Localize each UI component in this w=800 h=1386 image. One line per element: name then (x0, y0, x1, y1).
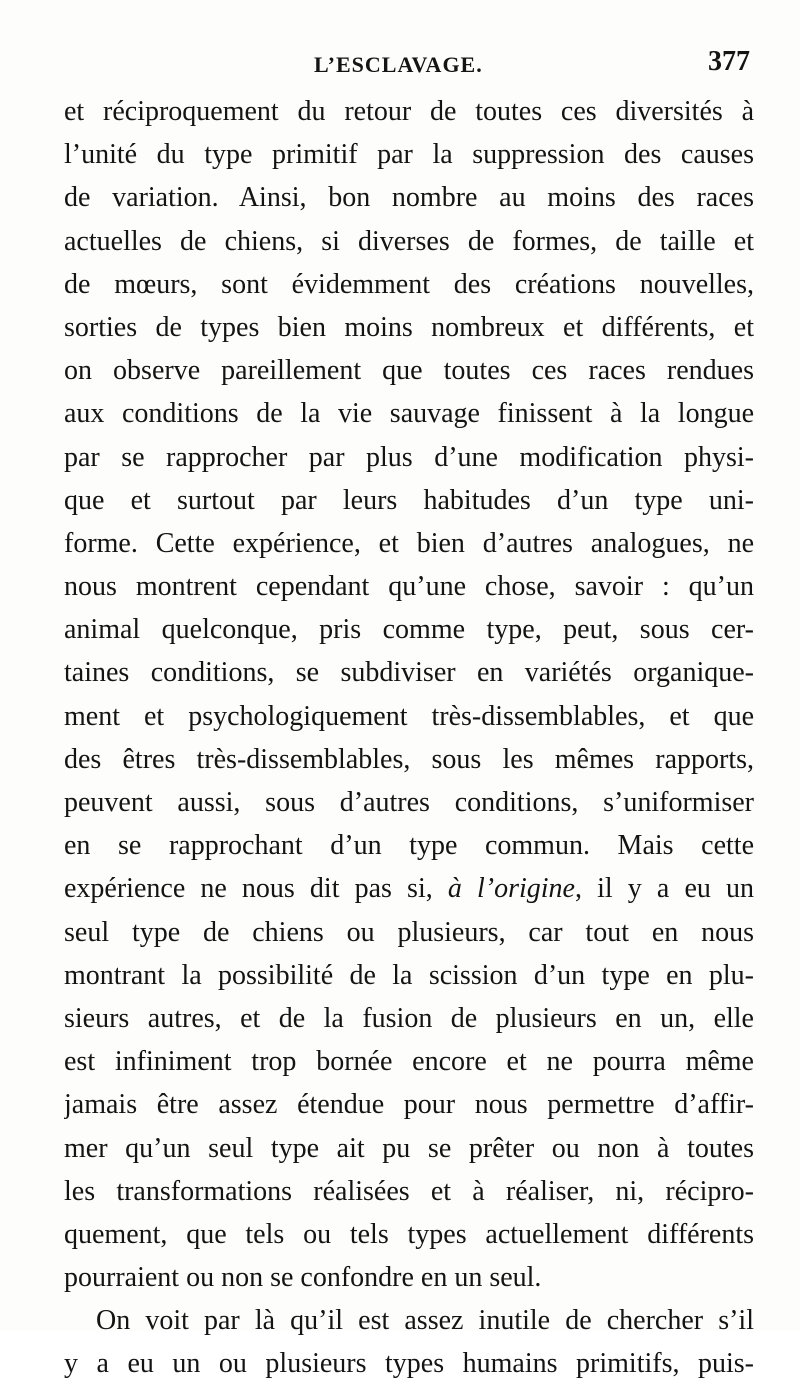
text-line: par se rapprocher par plus d’une modification physi- (64, 441, 754, 473)
text-line: aux conditions de la vie sauvage finissent à la longue (64, 398, 754, 430)
text-line: expérience ne nous dit pas si, à l’origine, il y a eu un (64, 873, 754, 905)
page-number: 377 (708, 46, 750, 77)
text-line: jamais être assez étendue pour nous permettre d’affir- (64, 1089, 754, 1121)
text-line: nous montrent cependant qu’une chose, savoir : qu’un (64, 571, 754, 603)
text-line: on observe pareillement que toutes ces races rendues (64, 355, 754, 387)
text-line: seul type de chiens ou plusieurs, car tout en nous (64, 916, 754, 948)
text-line: ment et psychologiquement très-dissemblables, et que (64, 700, 754, 732)
text-line: en se rapprochant d’un type commun. Mais cette (64, 830, 754, 862)
text-line: quement, que tels ou tels types actuellement différents (64, 1218, 754, 1250)
text-line: est infiniment trop bornée encore et ne pourra même (64, 1046, 754, 1078)
text-line: et réciproquement du retour de toutes ces diversités à (64, 96, 754, 127)
text-line: peuvent aussi, sous d’autres conditions, s’uniformiser (64, 787, 754, 818)
text-line: de variation. Ainsi, bon nombre au moins des races (64, 182, 754, 214)
body-text (64, 90, 754, 1386)
text-line: actuelles de chiens, si diverses de formes, de taille et (64, 225, 754, 257)
text-line: montrant la possibilité de la scission d’un type en plu- (64, 959, 754, 991)
running-title: L’ESCLAVAGE. (314, 52, 483, 77)
text-line: forme. Cette expérience, et bien d’autres analogues, ne (64, 527, 754, 559)
text-line: On voit par là qu’il est assez inutile de chercher s’il (96, 1305, 754, 1337)
text-line: y a eu un ou plusieurs types humains primitifs, puis- (64, 1348, 754, 1380)
text-line: que et surtout par leurs habitudes d’un type uni- (64, 484, 754, 516)
text-line: sorties de types bien moins nombreux et différents, et (64, 311, 754, 343)
text-line: sieurs autres, et de la fusion de plusieurs en un, elle (64, 1002, 754, 1034)
text-line: taines conditions, se subdiviser en variétés organique- (64, 657, 754, 689)
text-line: les transformations réalisées et à réaliser, ni, récipro- (64, 1175, 754, 1207)
text-line: des êtres très-dissemblables, sous les mêmes rapports, (64, 743, 754, 775)
page-header (64, 46, 754, 82)
text-line: animal quelconque, pris comme type, peut, sous cer- (64, 614, 754, 646)
text-line: mer qu’un seul type ait pu se prêter ou non à toutes (64, 1132, 754, 1164)
text-line: l’unité du type primitif par la suppression des causes (64, 139, 754, 171)
text-line: de mœurs, sont évidemment des créations nouvelles, (64, 268, 754, 300)
text-line: pourraient ou non se confondre en un seul. (64, 1262, 542, 1294)
